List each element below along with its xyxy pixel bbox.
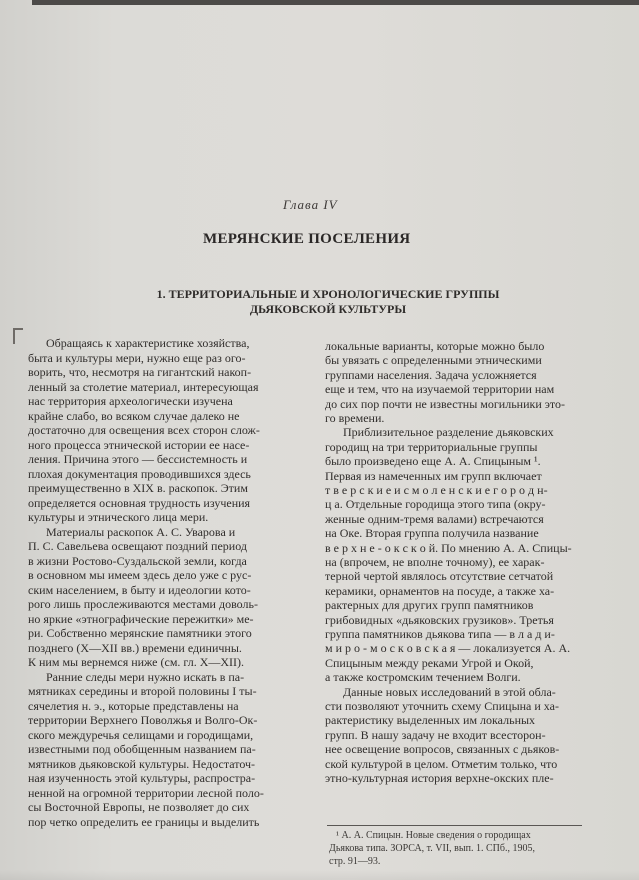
right-column-line: рактерных для других групп памятников — [325, 598, 534, 613]
section-title — [94, 287, 562, 317]
right-column-line: группа памятников дьякова типа — в л а д и- — [325, 627, 555, 641]
right-column-line: женные одним-тремя валами) встречаются — [325, 511, 544, 526]
right-column-line: на (впрочем, не вполне точному), ее харак- — [325, 555, 545, 569]
right-column-line: Спицыным между реками Угрой и Окой, — [325, 655, 534, 670]
left-column-line: ного процесса этнической истории ее насе- — [28, 437, 250, 452]
right-column-line: еще и тем, что на изучаемой территории нам — [325, 382, 555, 397]
right-column-line: было произведено еще А. А. Спицыным ¹. — [325, 454, 541, 469]
left-column-line: Обращаясь к характеристике хозяйства, — [46, 336, 250, 350]
right-column-line: сти позволяют уточнить схему Спицына и ха- — [325, 699, 559, 713]
left-column-line: но яркие «этнографические пережитки» ме- — [28, 611, 254, 626]
left-column-line: Ранние следы мери нужно искать в па- — [46, 669, 245, 684]
right-column-line: в е р х н е - о к с к о й. По мнению А. А. Спицы- — [325, 540, 572, 555]
right-column-line: го времени. — [325, 411, 385, 425]
chapter-title: МЕРЯНСКИЕ ПОСЕЛЕНИЯ — [203, 231, 411, 247]
bottom-shadow — [0, 870, 639, 880]
right-column-line: рактеристику выделенных им локальных — [325, 713, 536, 728]
right-column-line: т в е р с к и е и с м о л е н с к и е г о р о д н- — [325, 483, 548, 497]
right-column-line: Первая из намеченных им групп включает — [325, 468, 542, 483]
right-column-line: Приблизительное разделение дьяковских — [343, 425, 554, 440]
left-column-line: ления. Причина этого — бессистемность и — [28, 452, 248, 466]
section-title-line-2: ДЬЯКОВСКОЙ КУЛЬТУРЫ — [249, 302, 407, 316]
left-column-line: мятниках середины и второй половины I ты- — [28, 684, 257, 698]
left-column-line: рого лишь прослеживаются местами доволь- — [28, 597, 258, 611]
right-column-line: нее освещение вопросов, связанных с дьяков- — [325, 742, 560, 757]
footnote-line-2: Дьякова типа. ЗОРСА, т. VII, вып. 1. СПб., 1905, — [329, 843, 535, 854]
right-column-line: городищ на три территориальные группы — [325, 439, 538, 454]
left-column-line: мятников дьяковской культуры. Недостаточ- — [28, 756, 256, 771]
corner-mark — [13, 328, 23, 344]
left-column-line: К ним мы вернемся ниже (см. гл. X—XII). — [28, 655, 245, 669]
left-column-line: ненной на огромной территории лесной поло- — [28, 785, 264, 800]
top-rule — [32, 0, 639, 5]
left-column-line: сячелетия н. э., которые представлены на — [28, 698, 239, 713]
left-column-line: Материалы раскопок А. С. Уварова и — [46, 524, 236, 539]
right-column-line: на Оке. Вторая группа получила название — [325, 526, 539, 541]
left-column-line: нас территория археологически изучена — [28, 394, 233, 408]
right-column-line: групп. В нашу задачу не входит всесторон- — [325, 727, 546, 742]
chapter-label: Глава IV — [283, 197, 338, 212]
left-column-line: ворить, что, несмотря на гигантский накоп- — [28, 365, 252, 379]
right-column-line: этно-культурная история верхне-окских пле- — [325, 771, 554, 785]
right-column-line: грибовидных «дьяковских грузиков». Третья — [325, 612, 554, 627]
right-column-line: группами населения. Задача усложняется — [325, 367, 537, 382]
left-column-line: ским населением, в быту и идеологии кото- — [28, 582, 251, 597]
left-column-line: плохая документация проводившихся здесь — [28, 466, 251, 481]
section-title-line-1: 1. ТЕРРИТОРИАЛЬНЫЕ И ХРОНОЛОГИЧЕСКИЕ ГРУППЫ — [156, 287, 500, 301]
right-column-line: локальные варианты, которые можно было — [325, 339, 545, 353]
left-column-line: сы Восточной Европы, не позволяет до сих — [28, 800, 250, 814]
left-column-line: культуры и этнического лица мери. — [28, 510, 209, 524]
left-column-line: ского междуречья селищами и городищами, — [28, 727, 254, 742]
right-column-line: терной чертой являлось отсутствие сетчатой — [325, 569, 554, 584]
right-column-line: до сих пор почти не известны могильники это- — [325, 396, 565, 411]
left-column-line: определяется основная трудность изучения — [28, 495, 251, 510]
left-column-line: известными под обобщенным названием па- — [28, 742, 256, 756]
left-column-line: П. С. Савельева освещают поздний период — [28, 539, 247, 553]
footnote-rule — [327, 825, 582, 826]
footnote-line-1: ¹ А. А. Спицын. Новые сведения о городищах — [336, 830, 531, 841]
right-column-line: Данные новых исследований в этой обла- — [343, 684, 556, 699]
left-column-line: быта и культуры мери, нужно еще раз ого- — [28, 350, 246, 365]
left-column-line: ная изученность этой культуры, распростра- — [28, 771, 256, 785]
right-column-line: ской культурой в целом. Отметим только, что — [325, 756, 558, 771]
right-column-line: керамики, орнаментов на посуде, а также ха- — [325, 583, 555, 598]
left-column-line: пор четко определить ее границы и выделить — [28, 814, 260, 829]
left-column-line: в основном мы имеем здесь дело уже с рус- — [28, 568, 252, 582]
right-column-line: а также костромским течением Волги. — [325, 670, 521, 685]
left-column-line: крайне слабо, во всяком случае далеко не — [28, 408, 240, 423]
left-column-line: преимущественно в XIX в. раскопок. Этим — [28, 481, 248, 495]
right-column-line: м и р о - м о с к о в с к а я — локализуется А. А. — [325, 641, 571, 656]
right-column-line: бы увязать с определенными этническими — [325, 353, 542, 368]
footnote-line-3: стр. 91—93. — [329, 856, 381, 867]
left-column-line: ленный за столетие материал, интересующая — [28, 379, 259, 394]
left-column-line: в жизни Ростово-Суздальской земли, когда — [28, 553, 247, 568]
left-column-line: ри. Собственно мерянские памятники этого — [28, 626, 252, 640]
right-column-line: ц а. Отдельные городища этого типа (окру- — [325, 497, 546, 512]
left-column-line: позднего (X—XII вв.) времени единичны. — [28, 640, 242, 655]
left-column-line: достаточно для освещения всех сторон слож- — [28, 423, 260, 437]
left-column-line: территории Верхнего Поволжья и Волго-Ок- — [28, 713, 258, 727]
